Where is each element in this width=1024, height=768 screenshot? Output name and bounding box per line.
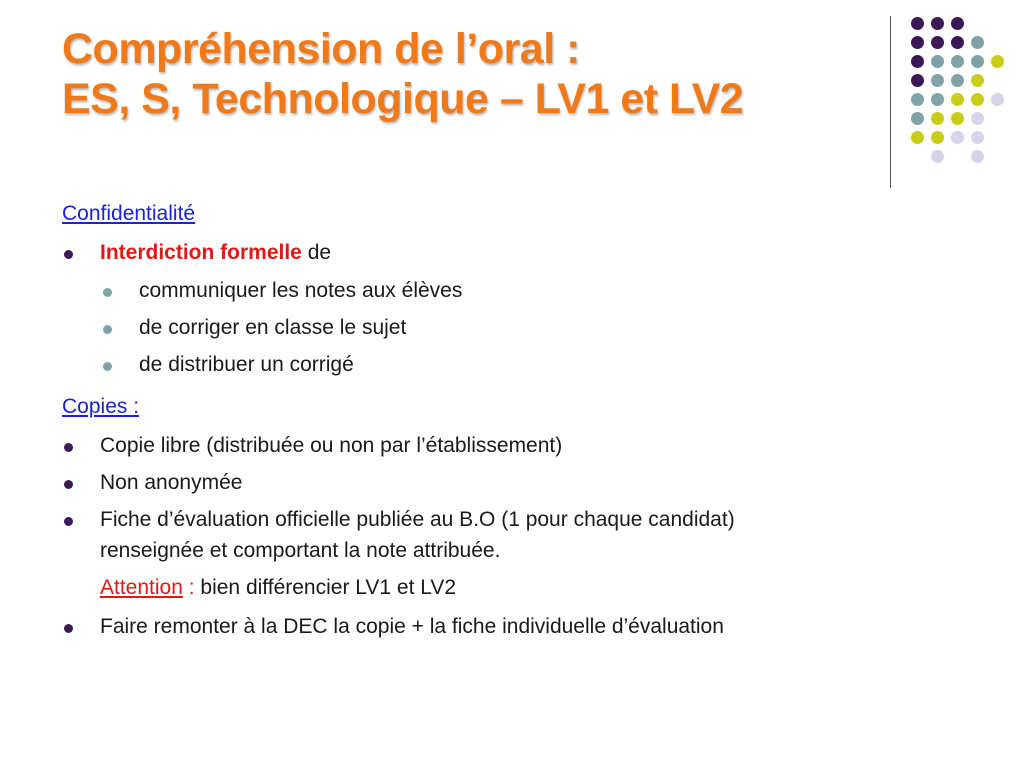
- decor-dot: [951, 93, 964, 106]
- list-item-fiche-line-2: renseignée et comportant la note attribuée.: [100, 539, 501, 562]
- decor-dot: [911, 55, 924, 68]
- attention-label: Attention: [100, 576, 183, 599]
- interdiction-rest: de: [301, 241, 332, 264]
- bullet-icon: [64, 480, 73, 489]
- decor-dot: [911, 93, 924, 106]
- decor-dot: [931, 74, 944, 87]
- decor-dot: [991, 55, 1004, 68]
- decor-dot: [911, 36, 924, 49]
- interdiction-emphasis: Interdiction formelle: [100, 241, 302, 264]
- decor-dot: [931, 17, 944, 30]
- decor-dot: [971, 55, 984, 68]
- decor-dot: [931, 150, 944, 163]
- section-heading-copies: Copies :: [62, 395, 140, 418]
- decor-dot: [951, 131, 964, 144]
- decor-dot: [971, 36, 984, 49]
- list-item-fiche-line-1: Fiche d’évaluation officielle publiée au B.O (1 pour chaque candidat): [100, 508, 735, 531]
- decor-dot: [971, 131, 984, 144]
- decor-dot: [951, 17, 964, 30]
- decor-dot: [971, 112, 984, 125]
- vertical-divider: [890, 16, 891, 188]
- title-line-1: Compréhension de l’oral :: [62, 25, 580, 73]
- sub-bullet-icon: [103, 288, 112, 297]
- decor-dot: [911, 74, 924, 87]
- sub-item-distribuer: de distribuer un corrigé: [139, 353, 354, 376]
- decor-dot: [951, 112, 964, 125]
- title-line-2: ES, S, Technologique – LV1 et LV2: [62, 75, 744, 123]
- attention-text: bien différencier LV1 et LV2: [194, 576, 457, 599]
- sub-item-corriger: de corriger en classe le sujet: [139, 316, 407, 339]
- decor-dot: [931, 131, 944, 144]
- list-item-copie-libre: Copie libre (distribuée ou non par l’établissement): [100, 434, 563, 457]
- decor-dot: [971, 93, 984, 106]
- attention-note: [100, 574, 456, 602]
- decor-dot: [931, 36, 944, 49]
- slide-title: [62, 24, 862, 124]
- section-heading-confidentialite: Confidentialité: [62, 202, 196, 225]
- attention-colon: :: [182, 576, 195, 599]
- decor-dot: [931, 55, 944, 68]
- bullet-icon: [64, 517, 73, 526]
- list-item-remonter: Faire remonter à la DEC la copie + la fiche individuelle d’évaluation: [100, 615, 724, 638]
- list-item-interdiction: [100, 239, 331, 267]
- bullet-icon: [64, 443, 73, 452]
- decor-dot: [971, 150, 984, 163]
- sub-bullet-icon: [103, 325, 112, 334]
- decor-dot: [911, 131, 924, 144]
- decor-dot: [951, 55, 964, 68]
- sub-bullet-icon: [103, 362, 112, 371]
- decor-dot: [951, 74, 964, 87]
- decor-dot: [951, 36, 964, 49]
- decor-dot: [931, 93, 944, 106]
- decor-dot: [931, 112, 944, 125]
- decor-dot: [911, 17, 924, 30]
- decor-dot: [971, 74, 984, 87]
- decor-dot: [911, 112, 924, 125]
- bullet-icon: [64, 250, 73, 259]
- decor-dot: [991, 93, 1004, 106]
- sub-item-communiquer: communiquer les notes aux élèves: [139, 279, 463, 302]
- list-item-non-anonymee: Non anonymée: [100, 471, 243, 494]
- bullet-icon: [64, 624, 73, 633]
